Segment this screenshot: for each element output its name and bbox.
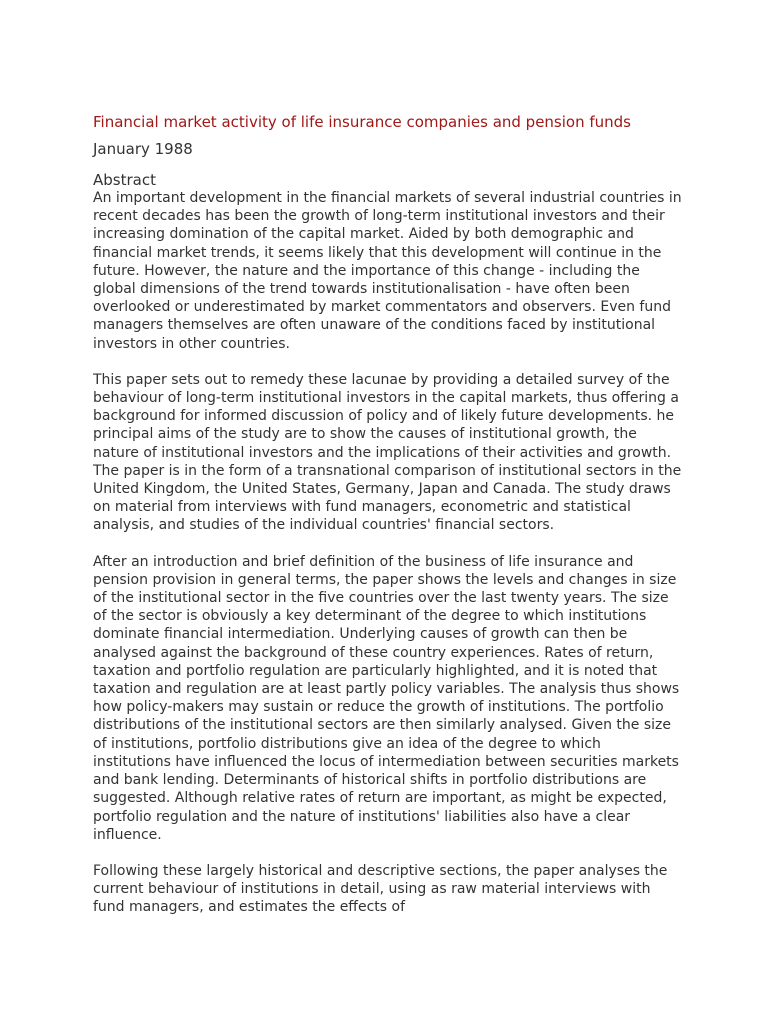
abstract-paragraph-4: Following these largely historical and descriptive sections, the paper analyses the current behaviour of institutions in detail, using as raw material interviews with fund managers, and estimates the effects of bbox=[93, 862, 668, 916]
abstract-paragraph-3: After an introduction and brief definition of the business of life insurance and pension provision in general terms, the paper shows the levels and changes in size of the institutional sector in the five countries over the last twenty years. The size of the sector is obviously a key determinant of the degree to which institutions dominate financial intermediation. Underlying causes of growth can then be analysed against the background of these country experiences. Rates of return, taxation and portfolio regulation are particularly highlighted, and it is noted that taxation and regulation are at least partly policy variables. The analysis thus shows how policy-makers may sustain or reduce the growth of institutions. The portfolio distributions of the institutional sectors are then similarly analysed. Given the size of institutions, portfolio distributions give an idea of the degree to which institutions have influenced the locus of intermediation between securities markets and bank lending. Determinants of historical shifts in portfolio distributions are suggested. Although relative rates of return are important, as might be expected, portfolio regulation and the nature of institutions' liabilities also have a clear influence. bbox=[93, 553, 680, 843]
document-page bbox=[93, 112, 683, 935]
abstract-heading: Abstract bbox=[93, 171, 156, 189]
abstract-paragraph-1: An important development in the financial markets of several industrial countries in recent decades has been the growth of long-term institutional investors and their increasing domination of the capital market. Aided by both demographic and financial market trends, it seems likely that this development will continue in the future. However, the nature and the importance of this change - including the global dimensions of the trend towards institutionalisation - have often been overlooked or underestimated by market commentators and observers. Even fund managers themselves are often unaware of the conditions faced by institutional investors in other countries. bbox=[93, 190, 682, 352]
publication-date: January 1988 bbox=[93, 140, 193, 158]
document-title: Financial market activity of life insurance companies and pension funds bbox=[93, 113, 632, 131]
abstract-paragraph-2: This paper sets out to remedy these lacunae by providing a detailed survey of the behaviour of long-term institutional investors in the capital markets, thus offering a background for informed discussion of policy and of likely future developments. he principal aims of the study are to show the causes of institutional growth, the nature of institutional investors and the implications of their activities and growth. The paper is in the form of a transnational comparison of institutional sectors in the United Kingdom, the United States, Germany, Japan and Canada. The study draws on material from interviews with fund managers, econometric and statistical analysis, and studies of the individual countries' financial sectors. bbox=[93, 371, 682, 534]
